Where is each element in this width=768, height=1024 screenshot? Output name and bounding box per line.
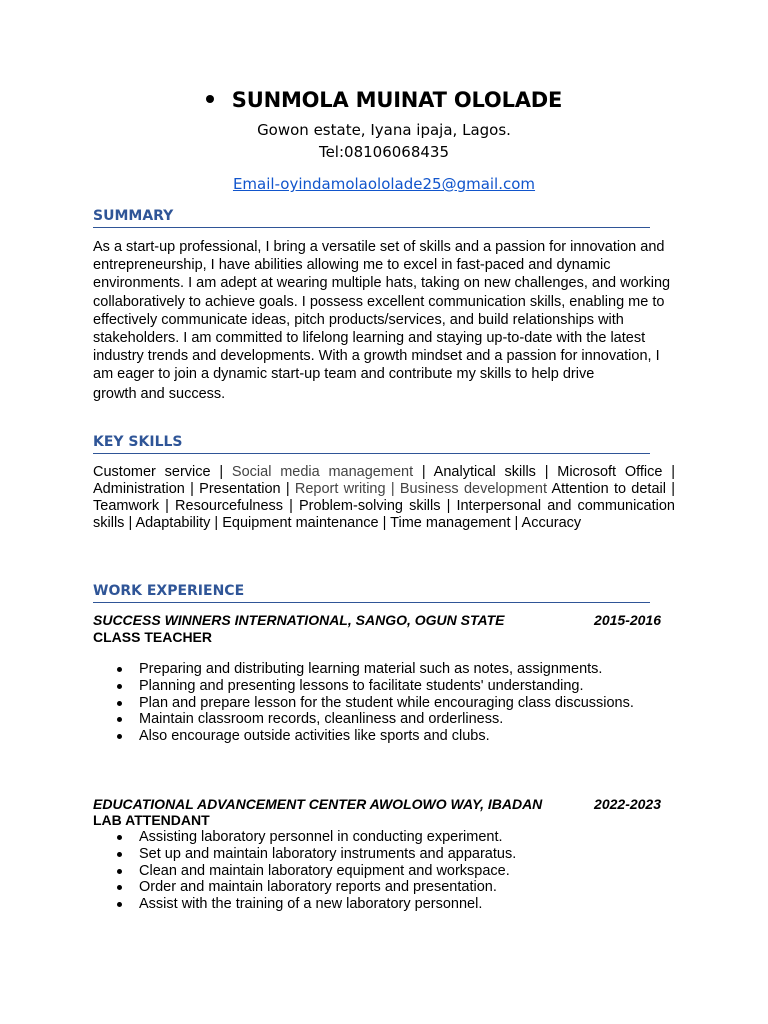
phone: Tel:08106068435 bbox=[318, 143, 450, 161]
summary-body: As a start-up professional, I bring a versatile set of skills and a passion for innovation and entrepreneurship, I have abilities allowing me to excel in fast-paced and dynamic environments. I am adept at wearing multiple hats, taking on new challenges, and working collaboratively to achieve goals. I possess excellent communication skills, enabling me to effectively communicate ideas, pitch products/services, and build relationships with stakeholders. I am committed to lifelong learning and staying up-to-date with the latest industry trends and developments. With a growth mindset and a passion for innovation, I am eager to join a dynamic start-up team and contribute my skills to help drive bbox=[93, 239, 671, 383]
candidate-name bbox=[0, 88, 768, 112]
skills-heading: KEY SKILLS bbox=[93, 434, 650, 454]
job-2-role: LAB ATTENDANT bbox=[93, 812, 210, 828]
list-item: Planning and presenting lessons to facilitate students' understanding. bbox=[93, 678, 693, 695]
list-item: Preparing and distributing learning material such as notes, assignments. bbox=[93, 661, 693, 678]
job-1-employer: SUCCESS WINNERS INTERNATIONAL, SANGO, OGUN STATE bbox=[93, 612, 505, 628]
summary-tail: growth and success. bbox=[93, 385, 226, 402]
list-item: Maintain classroom records, cleanliness and orderliness. bbox=[93, 711, 693, 728]
list-item: Also encourage outside activities like sports and clubs. bbox=[93, 728, 693, 745]
bullet-icon bbox=[206, 95, 214, 103]
address: Gowon estate, Iyana ipaja, Lagos. bbox=[257, 121, 511, 139]
job-2-dates: 2022-2023 bbox=[594, 796, 661, 812]
list-item: Set up and maintain laboratory instruments and apparatus. bbox=[93, 846, 693, 863]
summary-text bbox=[93, 238, 678, 403]
job-1-header bbox=[93, 612, 661, 628]
skills-part-1: Customer service | bbox=[93, 464, 224, 480]
list-item: Clean and maintain laboratory equipment and workspace. bbox=[93, 863, 693, 880]
email-link[interactable]: Email-oyindamolaololade25@gmail.com bbox=[232, 175, 536, 193]
name-text: SUNMOLA MUINAT OLOLADE bbox=[231, 88, 563, 112]
experience-heading: WORK EXPERIENCE bbox=[93, 583, 650, 603]
list-item: Assisting laboratory personnel in conducting experiment. bbox=[93, 829, 693, 846]
list-item: Order and maintain laboratory reports and presentation. bbox=[93, 879, 693, 896]
skills-part-3: | Analytical skills | Microsoft Office | Administration | Presentation | bbox=[93, 464, 676, 497]
skills-part-2: Social media management bbox=[231, 464, 414, 480]
summary-heading: SUMMARY bbox=[93, 208, 650, 228]
job-1-dates: 2015-2016 bbox=[594, 612, 661, 628]
list-item: Assist with the training of a new laboratory personnel. bbox=[93, 896, 693, 913]
list-item: Plan and prepare lesson for the student while encouraging class discussions. bbox=[93, 695, 693, 712]
skills-list bbox=[93, 464, 675, 532]
job-2-header bbox=[93, 796, 661, 812]
skills-part-5: Attention to detail | Teamwork | Resourcefulness | Problem-solving skills | Interpersonal and communication skills | Adaptability | Equipment maintenance | Time management | Accuracy bbox=[93, 481, 675, 531]
skills-part-4: Report writing | Business development bbox=[294, 481, 547, 497]
job-2-duties bbox=[93, 829, 693, 913]
job-1-duties bbox=[93, 661, 693, 745]
job-2-employer: EDUCATIONAL ADVANCEMENT CENTER AWOLOWO WAY, IBADAN bbox=[93, 796, 543, 812]
job-1-role: CLASS TEACHER bbox=[93, 629, 213, 645]
